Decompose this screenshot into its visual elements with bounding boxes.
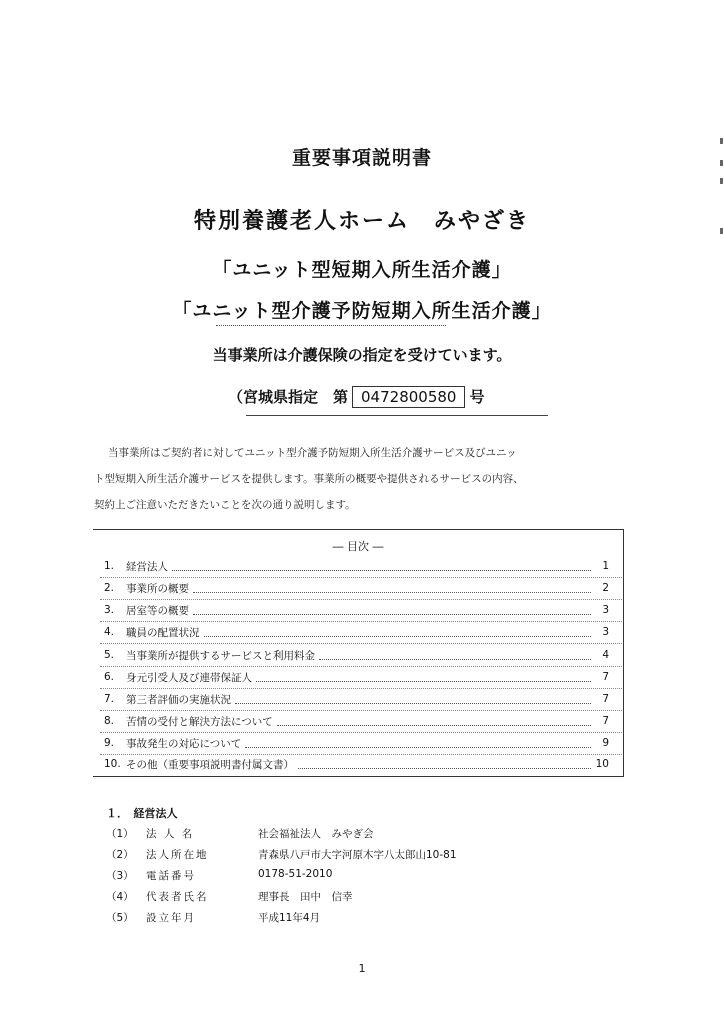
page-number: 1 xyxy=(358,962,366,975)
toc-leader xyxy=(193,583,591,593)
info-row-value: 0178-51-2010 xyxy=(258,868,333,880)
info-row xyxy=(106,910,320,928)
toc-item[interactable] xyxy=(104,600,609,620)
info-row-label: 法人所在地 xyxy=(146,849,209,861)
info-row xyxy=(106,826,374,844)
facility-name: 特別養護老人ホーム みやざき xyxy=(193,209,530,234)
toc-item-page: 3 xyxy=(602,626,609,638)
divider xyxy=(246,415,548,416)
designation-number: 0472800580 xyxy=(352,386,465,408)
scan-mark xyxy=(720,178,723,184)
info-row-number: （3） xyxy=(106,870,134,882)
document-title: 重要事項説明書 xyxy=(291,147,432,169)
info-row-label: 電話番号 xyxy=(146,870,196,882)
toc-item[interactable] xyxy=(104,733,609,753)
info-row-label: 設立年月 xyxy=(146,912,196,924)
section-heading: １． 経営法人 xyxy=(106,807,178,820)
toc-item[interactable] xyxy=(104,556,609,576)
intro-line: ト型短期入所生活介護サービスを提供します。事業所の概要や提供されるサービスの内容、 xyxy=(94,473,524,485)
toc-item-number: 8. xyxy=(104,715,115,727)
toc-item-number: 6. xyxy=(104,671,115,683)
toc-item-label: 第三者評価の実施状況 xyxy=(126,693,231,706)
toc-item-label: その他（重要事項説明書付属文書） xyxy=(126,758,294,771)
toc-leader xyxy=(319,650,591,660)
toc-item[interactable] xyxy=(104,622,609,642)
info-row-number: （4） xyxy=(106,891,134,903)
scan-mark xyxy=(720,160,723,166)
toc-item-number: 10. xyxy=(104,758,121,770)
toc-leader xyxy=(235,694,591,704)
toc-item[interactable] xyxy=(104,689,609,709)
toc-item-page: 2 xyxy=(602,582,609,594)
info-row xyxy=(106,847,457,865)
toc-leader xyxy=(245,738,591,748)
info-row xyxy=(106,889,353,907)
info-row-value: 理事長 田中 信幸 xyxy=(258,891,353,903)
intro-paragraph xyxy=(94,440,634,518)
divider xyxy=(100,643,622,644)
toc-heading: ― 目次 ― xyxy=(332,540,384,553)
toc-item-page: 7 xyxy=(602,693,609,705)
info-row-value: 社会福祉法人 みやぎ会 xyxy=(258,828,374,840)
toc-leader xyxy=(256,672,591,682)
toc-leader xyxy=(193,605,591,615)
designation-prefix: （宮城県指定 第 xyxy=(228,388,349,406)
designation-number-line xyxy=(228,386,484,408)
toc-item-label: 身元引受人及び連帯保証人 xyxy=(126,671,252,684)
info-row-value: 平成11年4月 xyxy=(258,912,321,924)
service-name-1: 「ユニット型短期入所生活介護」 xyxy=(212,259,512,281)
toc-item-page: 9 xyxy=(602,737,609,749)
toc-item-label: 事業所の概要 xyxy=(126,582,189,595)
toc-item[interactable] xyxy=(104,667,609,687)
info-row-label: 法 人 名 xyxy=(146,828,195,840)
info-row-number: （2） xyxy=(106,849,134,861)
toc-item-number: 1. xyxy=(104,560,115,572)
scan-mark xyxy=(720,228,723,234)
toc-item[interactable] xyxy=(104,711,609,731)
toc-leader xyxy=(277,716,591,726)
info-row xyxy=(106,868,332,886)
toc-item[interactable] xyxy=(104,645,609,665)
toc-item[interactable] xyxy=(104,578,609,598)
service-name-2: 「ユニット型介護予防短期入所生活介護」 xyxy=(172,300,552,322)
toc-leader xyxy=(172,561,591,571)
toc-item-page: 7 xyxy=(602,715,609,727)
toc-item-number: 9. xyxy=(104,737,115,749)
toc-item-label: 事故発生の対応について xyxy=(126,737,242,750)
toc-item-label: 職員の配置状況 xyxy=(126,626,200,639)
toc-item-page: 4 xyxy=(602,649,609,661)
intro-line: 当事業所はご契約者に対してユニット型介護予防短期入所生活介護サービス及びユニッ xyxy=(108,447,517,459)
toc-item-number: 5. xyxy=(104,649,115,661)
toc-item-label: 居室等の概要 xyxy=(126,604,189,617)
scan-mark xyxy=(720,138,723,144)
toc-item-page: 7 xyxy=(602,671,609,683)
toc-item-page: 1 xyxy=(602,560,609,572)
toc-item-number: 2. xyxy=(104,582,115,594)
certification-statement: 当事業所は介護保険の指定を受けています。 xyxy=(212,346,512,364)
toc-leader xyxy=(298,759,591,769)
toc-item-page: 3 xyxy=(602,604,609,616)
toc-item-number: 7. xyxy=(104,693,115,705)
divider xyxy=(216,325,446,326)
info-row-value: 青森県八戸市大字河原木字八太郎山10-81 xyxy=(258,849,457,861)
designation-suffix: 号 xyxy=(469,388,485,406)
info-row-label: 代表者氏名 xyxy=(146,891,209,903)
toc-item-number: 4. xyxy=(104,626,115,638)
toc-item[interactable] xyxy=(104,754,609,774)
info-row-number: （1） xyxy=(106,828,134,840)
toc-item-label: 当事業所が提供するサービスと利用料金 xyxy=(126,649,315,662)
toc-item-label: 経営法人 xyxy=(126,560,168,573)
toc-item-page: 10 xyxy=(595,758,609,770)
toc-leader xyxy=(204,627,592,637)
info-row-number: （5） xyxy=(106,912,134,924)
toc-item-number: 3. xyxy=(104,604,115,616)
toc-item-label: 苦情の受付と解決方法について xyxy=(126,715,273,728)
intro-line: 契約上ご注意いただきたいことを次の通り説明します。 xyxy=(94,499,356,511)
